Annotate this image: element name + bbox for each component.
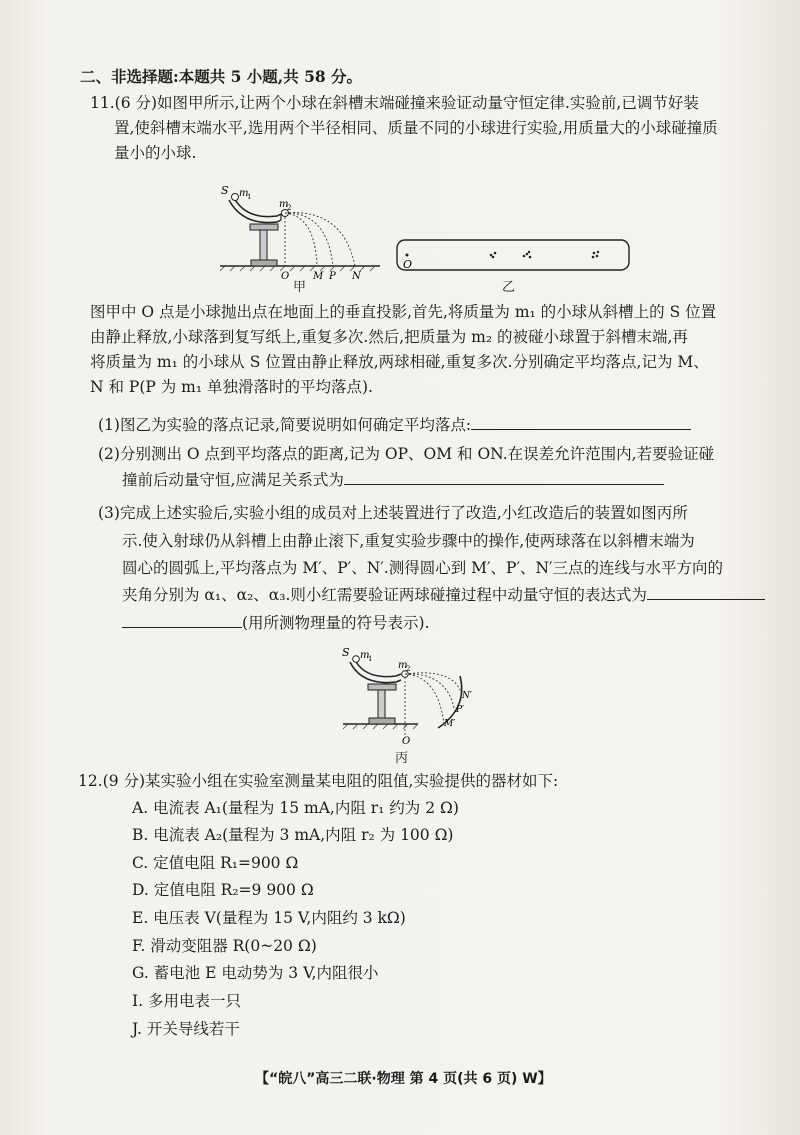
q11-sub3-line-1: (3)完成上述实验后,实验小组的成员对上述装置进行了改造,小红改造后的装置如图丙所 <box>98 504 688 522</box>
q11-sub3-text: 夹角分别为 α₁、α₂、α₃.则小红需要验证两球碰撞过程中动量守恒的表达式为 <box>122 586 647 604</box>
label-m2-sub: 2 <box>287 204 292 212</box>
label-p: P <box>329 271 336 282</box>
label-n-prime: N′ <box>462 691 472 701</box>
record-strip <box>397 240 629 270</box>
stand-base <box>251 260 277 266</box>
answer-blank-2[interactable] <box>344 469 664 485</box>
q11-sub3-line-4 <box>122 584 765 606</box>
landing-dots <box>490 251 600 258</box>
label-s: S <box>342 646 350 659</box>
stand-top <box>368 684 396 690</box>
q11-intro-line-1: 11.(6 分)如图甲所示,让两个小球在斜槽末端碰撞来验证动量守恒定律.实验前,已调节好装 <box>90 94 699 112</box>
q12-item-i: I. 多用电表一只 <box>132 992 241 1010</box>
q11-sub2-line-2 <box>122 469 664 491</box>
q11-intro-line-3: 量小的小球. <box>114 144 197 162</box>
label-m2: m <box>279 199 289 210</box>
label-o: O <box>281 271 290 282</box>
label-p-prime: P′ <box>456 705 465 715</box>
q12-item-g: G. 蓄电池 E 电动势为 3 V,内阻很小 <box>132 964 379 982</box>
trajectory-p <box>285 213 333 266</box>
caption-yi: 乙 <box>502 280 516 295</box>
label-s: S <box>221 184 229 197</box>
q12-item-e: E. 电压表 V(量程为 15 V,内阻约 3 kΩ) <box>132 909 406 927</box>
q11-body-line-3: 将质量为 m₁ 的小球从 S 位置由静止释放,两球相碰,重复多次.分别确定平均落点,记为 M、 <box>90 353 709 371</box>
q11-sub2-line-1: (2)分别测出 O 点到平均落点的距离,记为 OP、OM 和 ON.在误差允许范围内,若要验证碰 <box>98 445 715 463</box>
q12-item-f: F. 滑动变阻器 R(0~20 Ω) <box>132 937 317 955</box>
label-m1: m <box>239 188 249 199</box>
figure-bing <box>338 646 488 746</box>
label-n: N <box>352 271 361 282</box>
q12-item-c: C. 定值电阻 R₁=900 Ω <box>132 854 299 872</box>
label-m1: m <box>360 650 370 661</box>
caption-jia: 甲 <box>293 280 307 295</box>
label-m2-sub: 2 <box>406 665 411 673</box>
figure-jia <box>215 180 385 290</box>
q11-body-line-1: 图甲中 O 点是小球抛出点在地面上的垂直投影,首先,将质量为 m₁ 的小球从斜槽上的 S 位置 <box>90 303 717 321</box>
label-m2: m <box>398 660 408 671</box>
answer-blank-3b[interactable] <box>122 612 242 628</box>
q11-intro-line-2: 置,使斜槽末端水平,选用两个半径相同、质量不同的小球进行实验,用质量大的小球碰撞质 <box>114 119 718 137</box>
label-o: O <box>402 736 411 746</box>
stand-top <box>250 224 278 230</box>
q12-intro: 12.(9 分)某实验小组在实验室测量某电阻的阻值,实验提供的器材如下: <box>78 772 559 790</box>
ball-m1 <box>232 194 239 201</box>
q11-sub1-text: (1)图乙为实验的落点记录,简要说明如何确定平均落点: <box>98 416 472 434</box>
q11-sub3-tail: (用所测物理量的符号表示). <box>242 614 430 632</box>
ball-m1 <box>353 656 360 663</box>
q11-sub1 <box>98 414 691 436</box>
caption-bing: 丙 <box>395 751 409 766</box>
q11-sub3-line-5 <box>122 612 430 634</box>
q11-sub2-text: 撞前后动量守恒,应满足关系式为 <box>122 471 344 489</box>
q12-item-a: A. 电流表 A₁(量程为 15 mA,内阻 r₁ 约为 2 Ω) <box>132 799 459 817</box>
trajectory-n <box>285 213 355 266</box>
q12-item-j: J. 开关导线若干 <box>132 1020 240 1038</box>
label-m-prime: M′ <box>444 719 456 729</box>
figure-yi <box>395 238 635 278</box>
q11-body-line-2: 由静止释放,小球落到复写纸上,重复多次.然后,把质量为 m₂ 的被碰小球置于斜槽末端,再 <box>90 328 688 346</box>
label-o: O <box>403 258 413 271</box>
q12-item-d: D. 定值电阻 R₂=9 900 Ω <box>132 881 314 899</box>
trajectory-p <box>405 674 454 708</box>
q12-item-b: B. 电流表 A₂(量程为 3 mA,内阻 r₂ 为 100 Ω) <box>132 826 454 844</box>
trajectory-m <box>405 674 444 724</box>
stand-base <box>369 718 395 724</box>
page-footer: 【“皖八”高三二联·物理 第 4 页(共 6 页) W】 <box>255 1071 552 1087</box>
section-title: 二、非选择题:本题共 5 小题,共 58 分。 <box>80 67 363 86</box>
label-m1-sub: 1 <box>368 655 373 663</box>
answer-blank-1[interactable] <box>471 414 691 430</box>
q11-body-line-4: N 和 P(P 为 m₁ 单独滑落时的平均落点). <box>90 378 373 396</box>
answer-blank-3a[interactable] <box>647 584 765 600</box>
label-m1-sub: 1 <box>247 193 252 201</box>
label-m: M <box>313 271 324 282</box>
q11-sub3-line-2: 示.使入射球仍从斜槽上由静止滚下,重复实验步骤中的操作,使两球落在以斜槽末端为 <box>122 532 695 550</box>
q11-sub3-line-3: 圆心的圆弧上,平均落点为 M′、P′、N′.测得圆心到 M′、P′、N′三点的连线与水平方向的 <box>122 559 724 577</box>
